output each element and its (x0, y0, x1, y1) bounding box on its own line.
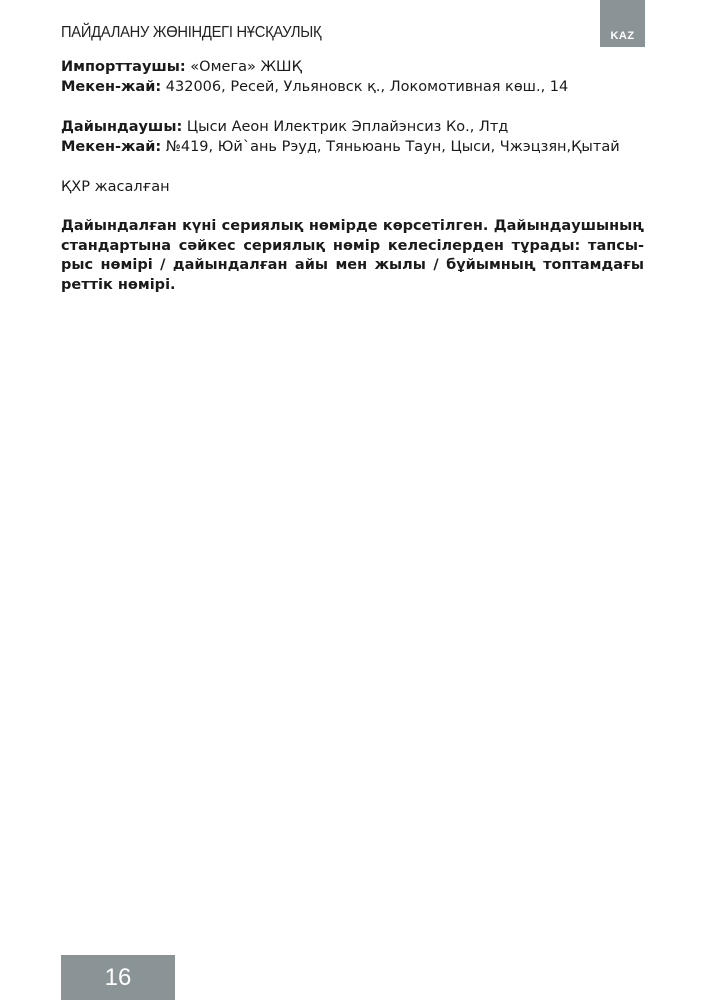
language-badge: KAZ (600, 0, 645, 47)
manufacturer-name: Цыси Аеон Илектрик Эплайэнсиз Ко., Лтд (182, 119, 509, 135)
importer-name: «Омега» ЖШҚ (185, 59, 302, 75)
importer-address-line (61, 77, 651, 97)
importer-address: 432006, Ресей, Ульяновск қ., Локомотивная көш., 14 (161, 79, 569, 95)
importer-label: Импорттаушы: (61, 59, 186, 75)
page-number: 16 (61, 955, 175, 1000)
manufacturer-address-label: Мекен-жай: (61, 139, 162, 155)
page-header-title: ПАЙДАЛАНУ ЖӨНІНДЕГІ НҰСҚАУЛЫҚ (61, 24, 322, 41)
importer-line (61, 57, 651, 77)
manufacturer-label: Дайындаушы: (61, 119, 183, 135)
manufacturer-line (61, 117, 651, 137)
manufacturer-address: №419, Юй`ань Рэуд, Тяньюань Таун, Цыси, Чжэцзян,Қытай (161, 139, 620, 155)
importer-block (61, 57, 651, 97)
manufacturer-address-line (61, 137, 651, 157)
manufacturer-block (61, 117, 651, 157)
importer-address-label: Мекен-жай: (61, 79, 162, 95)
manufacture-date-note: Дайындалған күні сериялық нөмірде көрсетілген. Дайындаушының стандартына сәйкес сериялық нөмір келесілерден тұрады: тапсы-рыс нөмірі / дайындалған айы мен жылы / бұйымның топтамдағы реттік нөмірі. (61, 218, 644, 293)
document-body (61, 57, 651, 295)
country-of-origin: ҚХР жасалған (61, 179, 170, 195)
